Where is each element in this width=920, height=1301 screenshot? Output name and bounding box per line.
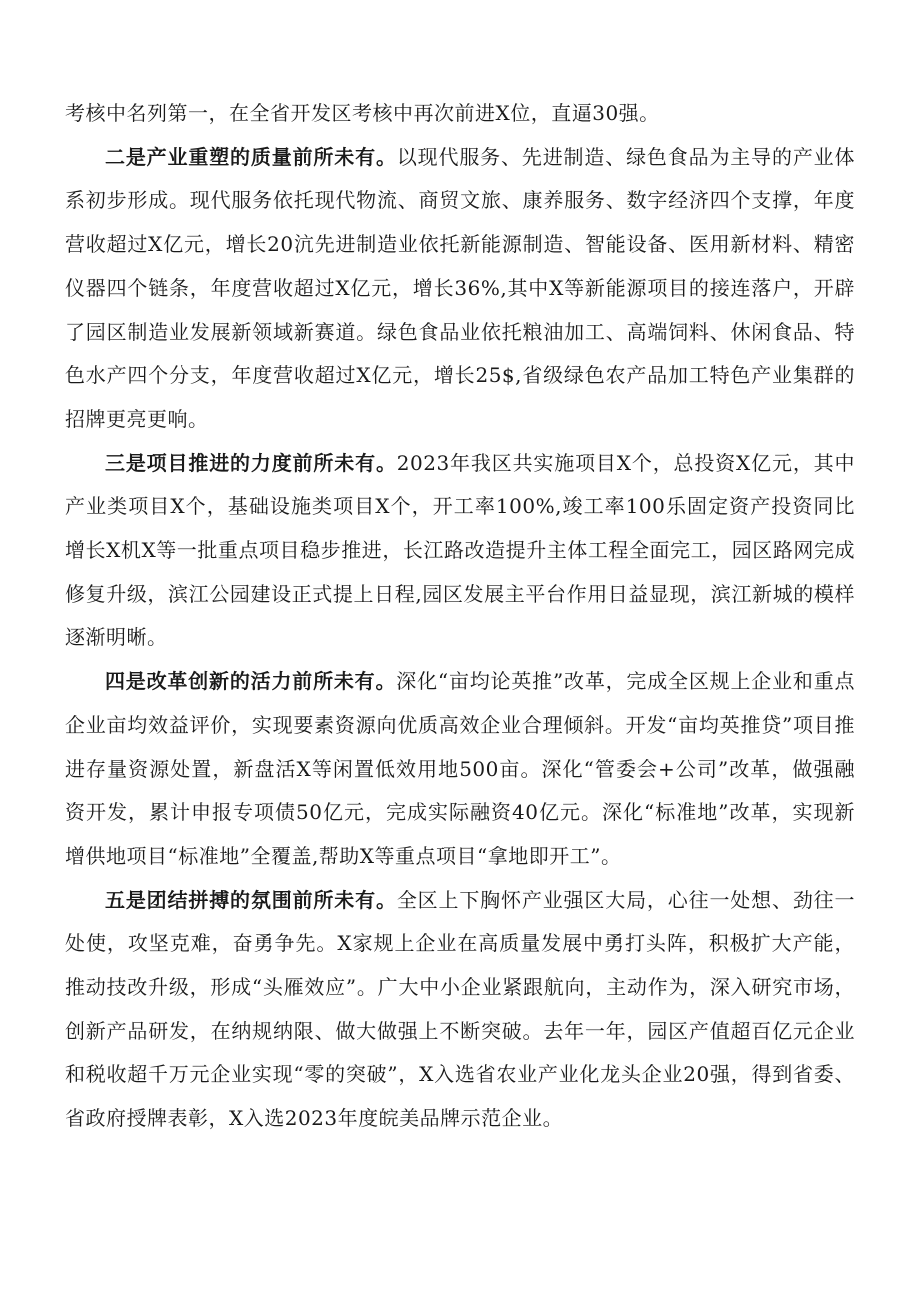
section-body-unity: 全区上下胸怀产业强区大局，心往一处想、劲往一处使，攻坚克难，奋勇争先。X家规上企业在高质量发展中勇打头阵，积极扩大产能，推动技改升级，形成“头雁效应”。广大中小企业紧跟航向，主动作为，深入研究市场，创新产品研发，在纳规纳限、做大做强上不断突破。去年一年，园区产值超百亿元企业和税收超千万元企业实现“零的突破”，X入选省农业产业化龙头企业20强，得到省委、省政府授牌表彰，X入选2023年度皖美品牌示范企业。 [65,887,856,1131]
section-body-industry: 以现代服务、先进制造、绿色食品为主导的产业体系初步形成。现代服务依托现代物流、商贸文旅、康养服务、数字经济四个支撑，年度营收超过X亿元，增长20沆先进制造业依托新能源制造、智能设备、医用新材料、精密仪器四个链条，年度营收超过X亿元，增长36%,其中X等新能源项目的接连落户，开辟了园区制造业发展新领域新赛道。绿色食品业依托粮油加工、高端饲料、休闲食品、特色水产四个分支，年度营收超过X亿元，增长25$,省级绿色农产品加工特色产业集群的招牌更亮更响。 [65,144,856,431]
section-lead-unity: 五是团结拼搏的氛围前所未有。 [105,887,397,912]
section-lead-industry: 二是产业重塑的质量前所未有。 [105,144,397,169]
section-body-projects: 2023年我区共实施项目X个，总投资X亿元，其中产业类项目X个，基础设施类项目X个，开工率100%,竣工率100乐固定资产投资同比增长X机X等一批重点项目稳步推进，长江路改造提升主体工程全面完工，园区路网完成修复升级，滨江公园建设正式提上日程,园区发展主平台作用日益显现，滨江新城的模样逐渐明晰。 [65,450,856,650]
opening-paragraph-text: 考核中名列第一，在全省开发区考核中再次前进X位，直逼30强。 [65,101,660,125]
section-paragraph-projects [65,442,855,661]
document-page [65,92,855,1141]
section-paragraph-reform [65,660,855,879]
section-lead-projects: 三是项目推进的力度前所未有。 [105,450,397,475]
opening-paragraph [65,92,855,136]
section-paragraph-unity [65,879,855,1141]
section-lead-reform: 四是改革创新的活力前所未有。 [105,669,397,694]
section-paragraph-industry [65,136,855,442]
section-body-reform: 深化“亩均论英推”改革，完成全区规上企业和重点企业亩均效益评价，实现要素资源向优质高效企业合理倾斜。开发“亩均英推贷”项目推进存量资源处置，新盘活X等闲置低效用地500亩。深化“管委会+公司”改革，做强融资开发，累计申报专项债50亿元，完成实际融资40亿元。深化“标准地”改革，实现新增供地项目“标准地”全覆盖,帮助X等重点项目“拿地即开工”。 [65,669,855,868]
